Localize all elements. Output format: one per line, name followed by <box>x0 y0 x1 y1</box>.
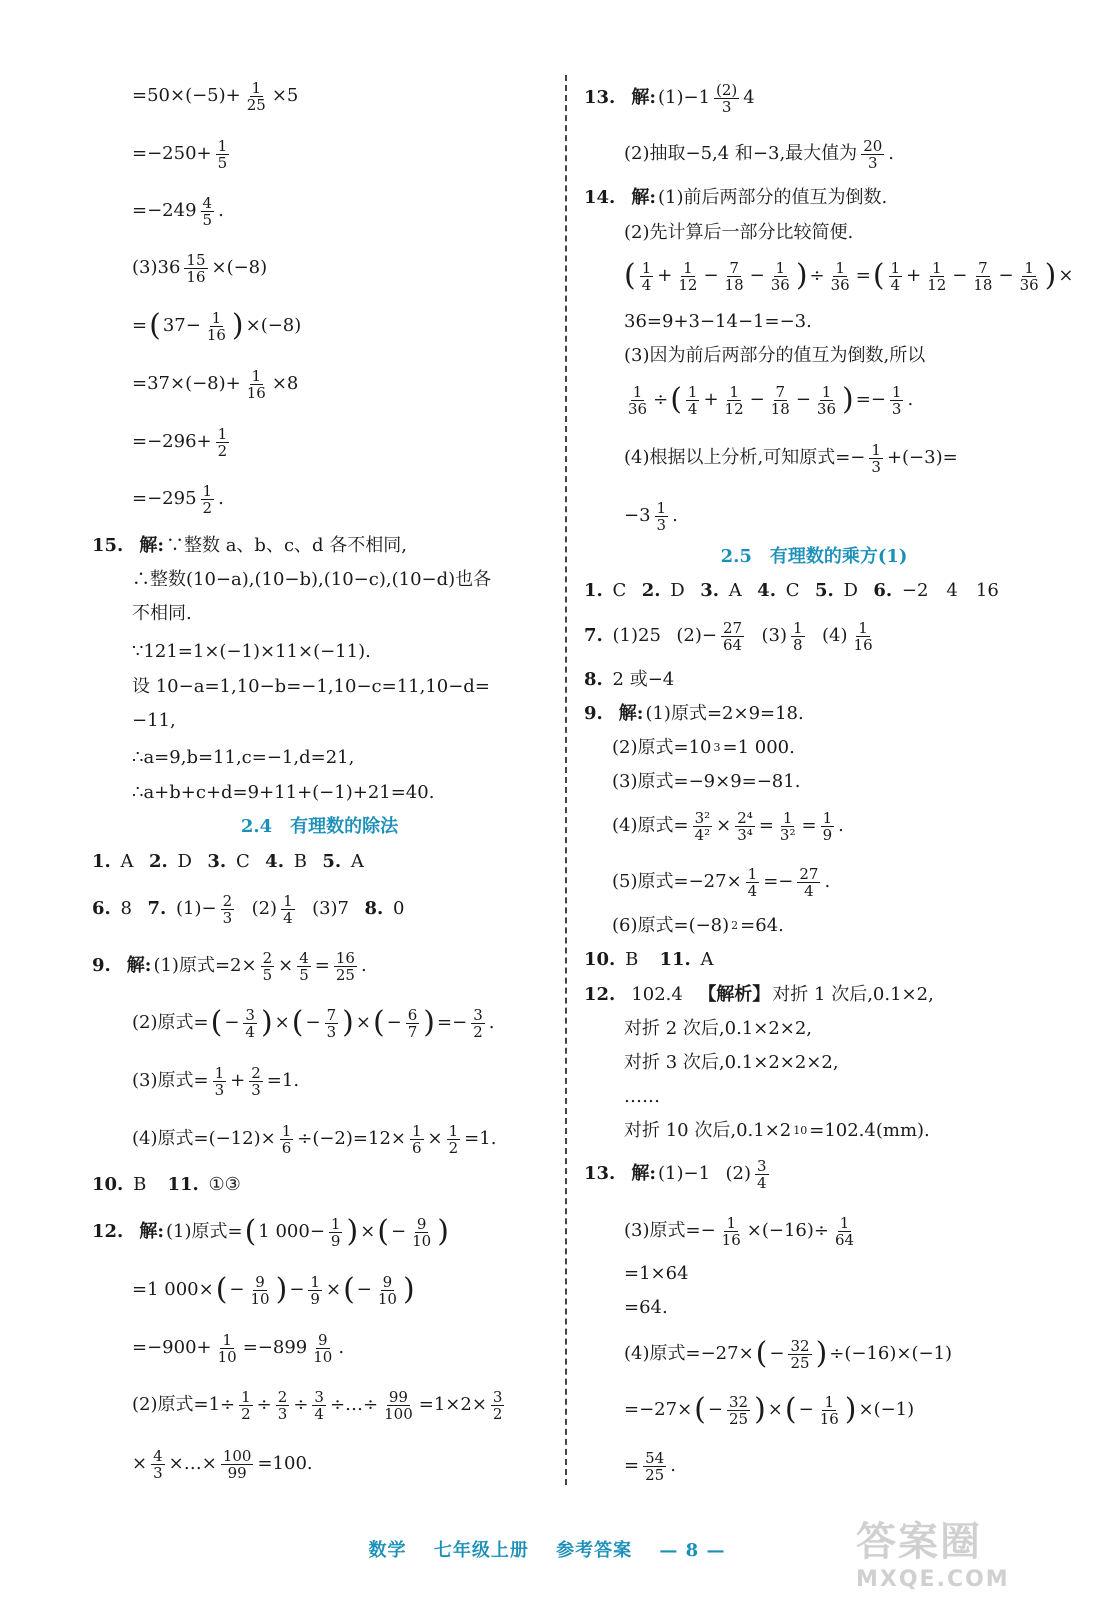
fraction: $\frac{1}{36}$ <box>830 258 850 294</box>
fraction: $\frac{7}{3}$ <box>326 1005 337 1041</box>
fraction: $\frac{7}{18}$ <box>770 382 790 418</box>
fraction: $\frac{4}{5}$ <box>299 948 309 984</box>
answer-row: 6. 8 7. (1)− $\frac{2}{3}$ (2) $\frac{1}{4}$ (3)7 8. 0 <box>92 891 405 927</box>
question-13: 13. 解: (1)−1 (2) $\frac{3}{4}$ <box>584 1156 767 1192</box>
footer-subject: 数学 <box>368 1540 407 1561</box>
fraction: $\frac{6}{7}$ <box>407 1005 418 1041</box>
fraction: $\frac{7}{18}$ <box>973 258 993 294</box>
watermark-logo <box>856 1510 1056 1590</box>
fraction: $\frac{2}{3}$ <box>222 891 233 927</box>
fraction: $\frac{1}{8}$ <box>793 618 803 654</box>
text-line: 不相同. <box>132 603 192 624</box>
fraction: $\frac{1}{4}$ <box>747 864 758 900</box>
fraction: $\frac{9}{10}$ <box>412 1214 432 1250</box>
equation-line: $\frac{1}{36}$ ÷ ( $\frac{1}{4}$ + $\frac{1}{12}$ − $\frac{7}{18}$ − $\frac{1}{36}$ ) =− $\frac{1}{3}$ . <box>628 382 914 418</box>
text-line: (3)原式=−9×9=−81. <box>612 771 801 792</box>
equation-line: (2)抽取−5,4 和−3,最大值为 $\frac{20}{3}$ . <box>624 136 895 172</box>
fraction: $\frac{1}{3}$ <box>656 498 667 534</box>
fraction: $\frac{\text{3²}}{\text{4²}}$ <box>694 808 711 844</box>
answer-row: 8. 2 或−4 <box>584 669 675 690</box>
equation-line: =37×(−8)+ $\frac{1}{16}$ ×8 <box>132 366 299 402</box>
equation-line: −3 $\frac{1}{3}$ . <box>624 498 678 534</box>
fraction: $\frac{1}{4}$ <box>641 258 652 294</box>
fraction: $\frac{7}{18}$ <box>724 258 744 294</box>
fraction: $\frac{99}{100}$ <box>384 1387 413 1423</box>
fraction: $\frac{1}{9}$ <box>330 1214 341 1250</box>
fraction: $\frac{1}{9}$ <box>822 808 833 844</box>
fraction: $\frac{16}{25}$ <box>335 948 355 984</box>
text-line: 对折 3 次后,0.1×2×2×2, <box>624 1052 839 1073</box>
equation-line: (3)36 $\frac{15}{16}$ ×(−8) <box>132 250 268 286</box>
equation-line: (2)原式=10 3 =1 000. <box>612 737 795 758</box>
fraction: $\frac{1}{4}$ <box>890 258 901 294</box>
equation-line: =−250+ $\frac{1}{5}$ <box>132 136 228 172</box>
equation-line: (3)原式=− $\frac{1}{16}$ ×(−16)÷ $\frac{1}{64}$ <box>624 1213 855 1249</box>
fraction: $\frac{27}{4}$ <box>799 864 819 900</box>
equation-line: × $\frac{4}{3}$ ×…× $\frac{100}{99}$ =100. <box>132 1446 313 1482</box>
fraction: $\frac{1}{\text{3²}}$ <box>779 808 796 844</box>
fraction: $\frac{3}{2}$ <box>492 1387 503 1423</box>
fraction: $\frac{1}{25}$ <box>246 78 266 114</box>
fraction: $\frac{15}{16}$ <box>186 250 206 286</box>
question-15: 15. 解: ∵整数 a、b、c、d 各不相同, <box>92 535 408 556</box>
equation-line: =−296+ $\frac{1}{2}$ <box>132 424 228 460</box>
fraction: $\frac{1}{6}$ <box>411 1121 422 1157</box>
footer-grade: 七年级上册 <box>433 1540 529 1561</box>
fraction: $\frac{9}{10}$ <box>313 1330 333 1366</box>
equation-line: (4)原式=−27× ( − $\frac{32}{25}$ ) ÷(−16)×(−1) <box>624 1336 953 1372</box>
fraction: $\frac{27}{64}$ <box>722 618 743 654</box>
fraction: $\frac{2}{5}$ <box>262 948 273 984</box>
equation-line: 对折 10 次后,0.1×2 10 =102.4(mm). <box>624 1120 930 1141</box>
question-9: 9. 解: (1)原式=2×9=18. <box>584 703 804 724</box>
section-title: 2.4 有理数的除法 <box>240 816 399 837</box>
fraction: $\frac{3}{4}$ <box>245 1005 255 1041</box>
watermark-url: MXQE.COM <box>856 1567 1010 1592</box>
text-line: ∵121=1×(−1)×11×(−11). <box>132 641 371 662</box>
fraction: $\frac{\text{2⁴}}{\text{3⁴}}$ <box>737 808 753 844</box>
equation-line: (3)原式= $\frac{1}{3}$ + $\frac{2}{3}$ =1. <box>132 1063 300 1099</box>
answer-row: 10. B 11. A <box>584 949 714 970</box>
answer-row: 7. (1)25 (2)− $\frac{27}{64}$ (3) $\frac{1}{8}$ (4) $\frac{1}{16}$ <box>584 618 873 654</box>
equation-line: (2)原式=1÷ $\frac{1}{2}$ ÷ $\frac{2}{3}$ ÷ $\frac{3}{4}$ ÷…÷ $\frac{99}{100}$ =1×2× $\frac{3}{2}$ <box>132 1387 503 1423</box>
fraction: $\frac{1}{36}$ <box>1019 258 1039 294</box>
fraction: $\frac{1}{12}$ <box>678 258 698 294</box>
equation-line: (5)原式=−27× $\frac{1}{4}$ =− $\frac{27}{4}$ . <box>612 864 831 900</box>
fraction: $\frac{1}{36}$ <box>628 382 648 418</box>
equation-line: = ( 37− $\frac{1}{16}$ ) ×(−8) <box>132 308 302 344</box>
equation-line: =1 000× ( − $\frac{9}{10}$ ) − $\frac{1}{9}$ × ( − $\frac{9}{10}$ ) <box>132 1272 415 1308</box>
text-line: 设 10−a=1,10−b=−1,10−c=11,10−d= <box>132 676 490 697</box>
equation-line: (6)原式=(−8) 2 =64. <box>612 915 784 936</box>
text-line: 对折 2 次后,0.1×2×2, <box>624 1018 813 1039</box>
fraction: $\frac{1}{5}$ <box>217 136 228 172</box>
section-title: 2.5 有理数的乘方(1) <box>720 546 908 567</box>
question-12: 12. 解: (1)原式= ( 1 000− $\frac{1}{9}$ ) × ( − $\frac{9}{10}$ ) <box>92 1214 449 1250</box>
text-line: ∴整数(10−a),(10−b),(10−c),(10−d)也各 <box>132 569 492 590</box>
fraction: $\frac{2}{3}$ <box>251 1063 261 1099</box>
fraction: $\frac{1}{6}$ <box>281 1121 292 1157</box>
equation-line: =−900+ $\frac{1}{10}$ =−899 $\frac{9}{10}$ . <box>132 1330 345 1366</box>
question-13: 13. 解: (1)−1 $\frac{(2)}{3}$ 4 <box>584 80 755 116</box>
fraction: $\frac{(2)}{3}$ <box>716 80 738 116</box>
footer-answer-label: 参考答案 <box>556 1540 633 1561</box>
text-line: 36=9+3−14−1=−3. <box>624 311 812 332</box>
equation-line: =50×(−5)+ $\frac{1}{25}$ ×5 <box>132 78 299 114</box>
fraction: $\frac{1}{36}$ <box>770 258 790 294</box>
fraction: $\frac{9}{10}$ <box>250 1272 270 1308</box>
fraction: $\frac{32}{25}$ <box>728 1392 749 1428</box>
question-9: 9. 解: (1)原式=2× $\frac{2}{5}$ × $\frac{4}{5}$ = $\frac{16}{25}$ . <box>92 948 367 984</box>
equation-line: =−249 $\frac{4}{5}$ . <box>132 193 224 229</box>
text-line: =64. <box>624 1297 668 1318</box>
page-number: — 8 — <box>659 1540 726 1561</box>
text-line: (3)因为前后两部分的值互为倒数,所以 <box>624 345 926 366</box>
equation-line: = $\frac{54}{25}$ . <box>624 1448 676 1484</box>
fraction: $\frac{4}{5}$ <box>202 193 213 229</box>
fraction: $\frac{20}{3}$ <box>863 136 883 172</box>
fraction: $\frac{1}{2}$ <box>217 424 228 460</box>
text-line: ∴a+b+c+d=9+11+(−1)+21=40. <box>132 782 435 803</box>
fraction: $\frac{1}{2}$ <box>202 481 213 517</box>
equation-line: (4)原式= $\frac{\text{3²}}{\text{4²}}$ × $\frac{\text{2⁴}}{\text{3⁴}}$ = $\frac{1}{\text{3²}}$ = $\frac{1}{9}$ . <box>612 808 844 844</box>
fraction: $\frac{1}{16}$ <box>853 618 873 654</box>
fraction: $\frac{1}{16}$ <box>819 1392 839 1428</box>
text-line: …… <box>624 1086 660 1107</box>
fraction: $\frac{1}{16}$ <box>721 1213 741 1249</box>
fraction: $\frac{54}{25}$ <box>645 1448 665 1484</box>
equation-line: =−295 $\frac{1}{2}$ . <box>132 481 224 517</box>
fraction: $\frac{100}{99}$ <box>222 1446 252 1482</box>
fraction: $\frac{1}{64}$ <box>834 1213 855 1249</box>
fraction: $\frac{1}{3}$ <box>891 382 902 418</box>
text-line: −11, <box>132 710 176 731</box>
fraction: $\frac{1}{10}$ <box>217 1330 237 1366</box>
equation-line: (2)原式= ( − $\frac{3}{4}$ ) × ( − $\frac{7}{3}$ ) × ( − $\frac{6}{7}$ ) =− $\frac{3}{2}$ . <box>132 1005 495 1041</box>
answer-row: 10. B 11. ①③ <box>92 1174 241 1195</box>
question-12: 12. 102.4 【解析】 对折 1 次后,0.1×2, <box>584 984 934 1005</box>
text-line: (2)先计算后一部分比较简便. <box>624 222 854 243</box>
fraction: $\frac{3}{2}$ <box>473 1005 483 1041</box>
fraction: $\frac{1}{12}$ <box>927 258 947 294</box>
fraction: $\frac{1}{3}$ <box>214 1063 225 1099</box>
equation-line: (4)根据以上分析,可知原式=− $\frac{1}{3}$ +(−3)= <box>624 440 958 476</box>
watermark-text: 答案圈 <box>856 1519 982 1565</box>
answer-row: 1. A 2. D 3. C 4. B 5. A <box>92 851 364 872</box>
fraction: $\frac{1}{3}$ <box>871 440 881 476</box>
fraction: $\frac{3}{4}$ <box>756 1156 767 1192</box>
fraction: $\frac{1}{2}$ <box>448 1121 459 1157</box>
equation-line: =−27× ( − $\frac{32}{25}$ ) × ( − $\frac{1}{16}$ ) ×(−1) <box>624 1392 915 1428</box>
fraction: $\frac{1}{2}$ <box>241 1387 251 1423</box>
answer-row: 1. C 2. D 3. A 4. C 5. D 6. −2 4 16 <box>584 580 999 601</box>
fraction: $\frac{1}{9}$ <box>310 1272 320 1308</box>
question-14: 14. 解: (1)前后两部分的值互为倒数. <box>584 187 888 208</box>
fraction: $\frac{1}{12}$ <box>724 382 744 418</box>
fraction: $\frac{1}{16}$ <box>246 366 266 402</box>
equation-line: ( $\frac{1}{4}$ + $\frac{1}{12}$ − $\frac{7}{18}$ − $\frac{1}{36}$ ) ÷ $\frac{1}{36}$ = ( $\frac{1}{4}$ + $\frac{1}{12}$ − $\frac{7}{18}$ − $\frac{1}{36}$ ) × <box>624 258 1074 294</box>
fraction: $\frac{1}{4}$ <box>687 382 698 418</box>
fraction: $\frac{32}{25}$ <box>790 1336 810 1372</box>
fraction: $\frac{1}{36}$ <box>816 382 837 418</box>
text-line: ∴a=9,b=11,c=−1,d=21, <box>132 747 355 768</box>
fraction: $\frac{1}{4}$ <box>283 891 293 927</box>
fraction: $\frac{4}{3}$ <box>153 1446 163 1482</box>
text-line: =1×64 <box>624 1263 689 1284</box>
fraction: $\frac{1}{16}$ <box>206 308 226 344</box>
fraction: $\frac{9}{10}$ <box>377 1272 397 1308</box>
fraction: $\frac{2}{3}$ <box>277 1387 288 1423</box>
fraction: $\frac{3}{4}$ <box>314 1387 324 1423</box>
column-divider <box>565 75 567 1485</box>
equation-line: (4)原式=(−12)× $\frac{1}{6}$ ÷(−2)=12× $\frac{1}{6}$ × $\frac{1}{2}$ =1. <box>132 1121 497 1157</box>
